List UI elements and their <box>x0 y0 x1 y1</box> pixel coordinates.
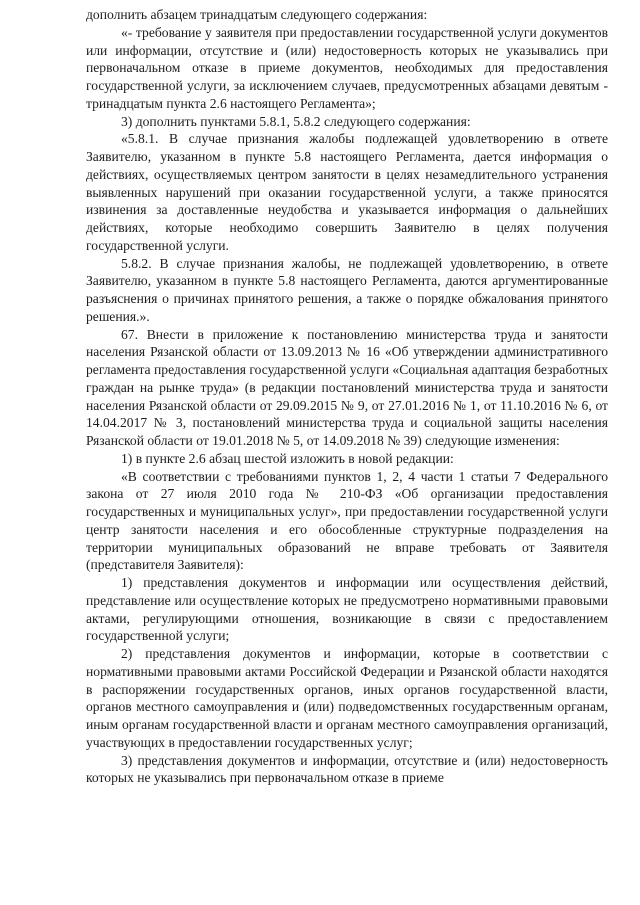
paragraph-requirement-quote: «- требование у заявителя при предоставлении государственной услуги документов или информации, отсутствие и (или) недостоверность которых не указывались при первоначальном отказе в приеме документов, необходимых для предоставления государственной услуги, за исключением случаев, предусмотренных абзацами девятым - тринадцатым пункта 2.6 настоящего Регламента»; <box>86 24 608 111</box>
paragraph-subitem-3: 3) представления документов и информации, отсутствие и (или) недостоверность которых не указывались при первоначальном отказе в приеме <box>86 752 608 786</box>
paragraph-67: 67. Внести в приложение к постановлению министерства труда и занятости населения Рязанской области от 13.09.2013 № 16 «Об утверждении административного регламента предоставления государственной услуги «Социальная адаптация безработных граждан на рынке труда» (в редакции постановлений министерства труда и занятости населения Рязанской области от 29.09.2015 № 9, от 27.01.2016 № 1, от 11.10.2016 № 6, от 14.04.2017 № 3, постановлений министерства труда и социальной защиты населения Рязанской области от 19.01.2018 № 5, от 14.09.2018 № 39) следующие изменения: <box>86 326 608 448</box>
paragraph-subitem-1: 1) представления документов и информации или осуществления действий, представление или осуществление которых не предусмотрено нормативными правовыми актами, регулирующими отношения, возникающие в связи с предоставлением государственной услуги; <box>86 575 608 644</box>
paragraph-5-8-1: «5.8.1. В случае признания жалобы подлежащей удовлетворению в ответе Заявителю, указанном в пункте 5.8 настоящего Регламента, дается информация о действиях, осуществляемых центром занятости в целях незамедлительного устранения выявленных нарушений при оказании государственной услуги, а также приносятся извинения за доставленные неудобства и указывается информация о дальнейших действиях, которые необходимо совершить Заявителю в целях получения государственной услуги. <box>86 131 608 253</box>
paragraph-item-1-2-6: 1) в пункте 2.6 абзац шестой изложить в новой редакции: <box>121 450 454 466</box>
paragraph-5-8-2: 5.8.2. В случае признания жалобы, не подлежащей удовлетворению, в ответе Заявителю, указанном в пункте 5.8 настоящего Регламента, даются аргументированные разъяснения о причинах принятого решения, а также о порядке обжалования принятого решения.». <box>86 255 608 324</box>
paragraph-subitem-2: 2) представления документов и информации, которые в соответствии с нормативными правовыми актами Российской Федерации и Рязанской области находятся в распоряжении государственных органов, иных органов государственной власти, органов местного самоуправления и (или) подведомственных государственным органам, иным органам государственной власти и органам местного самоуправления организаций, участвующих в предоставлении государственных услуг; <box>86 646 608 750</box>
paragraph-intro: дополнить абзацем тринадцатым следующего содержания: <box>86 7 428 22</box>
paragraph-federal-law: «В соответствии с требованиями пунктов 1, 2, 4 части 1 статьи 7 Федерального закона от 27 июля 2010 года № 210-ФЗ «Об организации предоставления государственных и муниципальных услуг», при предоставлении государственной услуги центр занятости населения и его обособленные структурные подразделения на территории муниципальных образований не вправе требовать от Заявителя (представителя Заявителя): <box>86 468 608 573</box>
document-page <box>86 6 608 787</box>
paragraph-item-3: 3) дополнить пунктами 5.8.1, 5.8.2 следующего содержания: <box>121 113 471 129</box>
